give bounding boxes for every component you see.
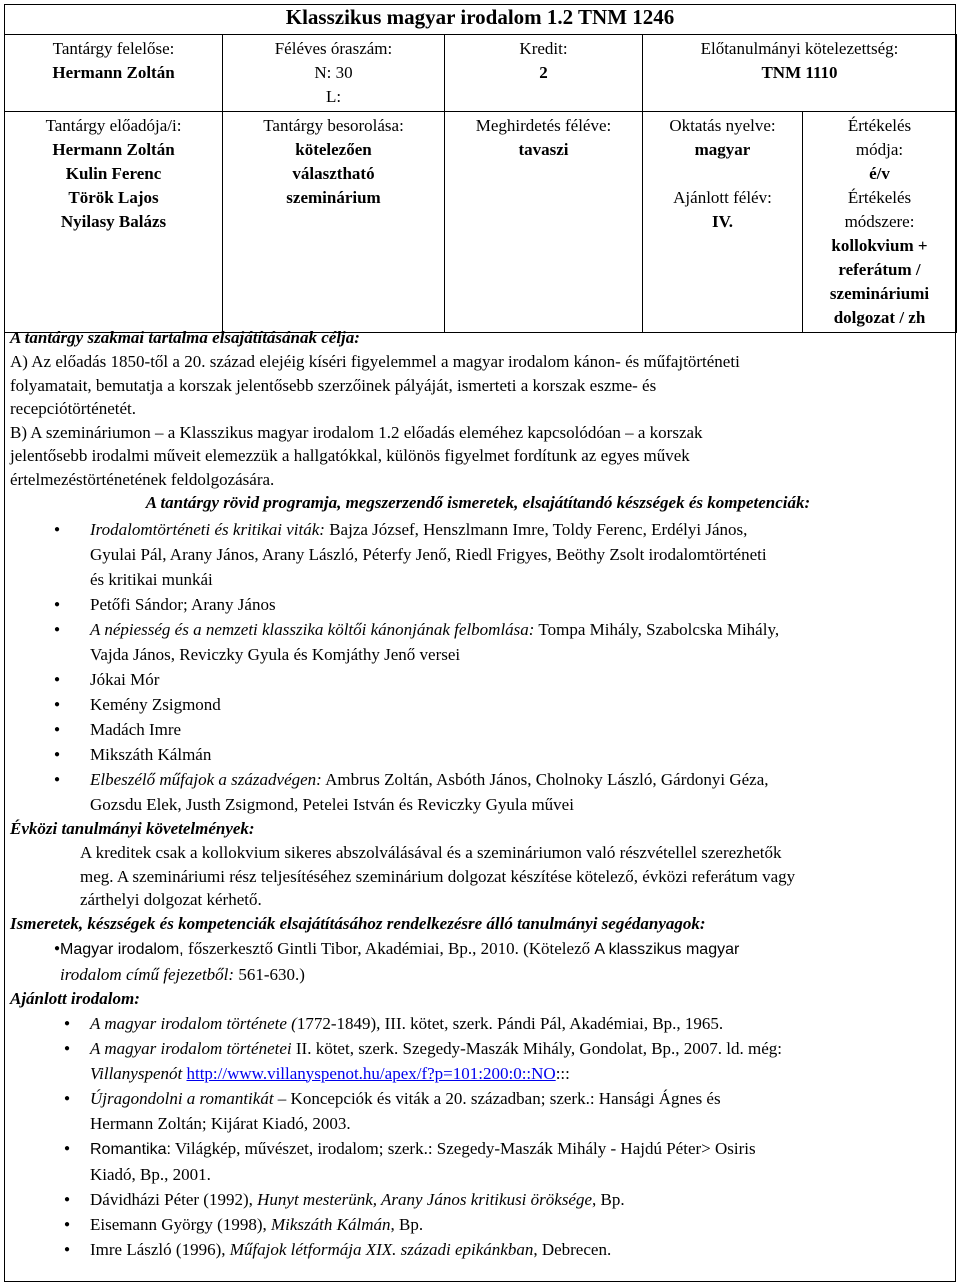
ertekeles-modja-label: módja:: [855, 140, 904, 159]
villanyspenot-link[interactable]: http://www.villanyspenot.hu/apex/f?p=101:200:0::NO: [186, 1063, 556, 1083]
meghirdetes-value: tavaszi: [518, 140, 569, 159]
elotanulmanyi-cell: [643, 35, 957, 112]
oraszam-label: Féléves óraszám:: [274, 39, 393, 58]
evkozi-heading: Évközi tanulmányi követelmények:: [10, 819, 255, 838]
program-list: [10, 517, 946, 817]
ajanlott-heading: Ajánlott irodalom:: [10, 988, 140, 1008]
cel-b-line: B) A szemináriumon – a Klasszikus magyar irodalom 1.2 előadás eleméhez kapcsolódóan – a korszak: [10, 422, 703, 442]
elotan-value: TNM 1110: [761, 63, 838, 82]
ertekeles-modja-label: Értékelés: [847, 116, 912, 135]
kredit-value: 2: [539, 63, 548, 82]
ertekeles-modszere-label: Értékelés: [847, 188, 912, 207]
nyelv-cell: [643, 112, 803, 333]
eloado-cell: [5, 112, 223, 333]
cel-a-line: A) Az előadás 1850-től a 20. század elejéig kíséri figyelemmel a magyar irodalom kánon- és műfajtörténeti: [10, 352, 740, 371]
ertekeles-modszere-value: referátum /: [838, 260, 921, 279]
ertekeles-modszere-value: szemináriumi: [829, 284, 930, 303]
evkozi-text: A kreditek csak a kollokvium sikeres abszolválásával és a szemináriumon való részvétellel szerezhetők meg. A szemináriumi rész teljesítéséhez szeminárium dolgozat készítése kötelező, évközi referátum vagy zárthelyi dolgozat kérhető.: [80, 843, 796, 909]
besorolas-value: kötelezően: [295, 140, 372, 159]
nyelv-label: Oktatás nyelve:: [669, 116, 776, 135]
ertekeles-modszere-value: dolgozat / zh: [833, 308, 926, 327]
cel-heading: A tantárgy szakmai tartalma elsajátításának célja:: [10, 328, 360, 347]
cel-b-line: értelmezéstörténetének feldolgozására.: [10, 469, 275, 489]
course-content: [10, 326, 946, 1262]
besorolas-label: Tantárgy besorolása:: [263, 116, 404, 135]
oraszam-n: N: 30: [314, 63, 353, 82]
segedanyag-heading: Ismeretek, készségek és kompetenciák elsajátításához rendelkezésre álló tanulmányi segédanyagok:: [10, 913, 706, 933]
list-item: ● A magyar irodalom története (1772-1849), III. kötet, szerk. Pándi Pál, Akadémiai, Bp., 1965.: [10, 1011, 946, 1036]
list-item: ● Irodalomtörténeti és kritikai viták: Bajza József, Henszlmann Imre, Toldy Ferenc, Erdélyi János, Gyulai Pál, Arany János, Arany László, Péterfy Jenő, Riedl Frigyes, Beöthy Zsolt irodalomtörténeti és kritikai munkái: [10, 517, 946, 592]
list-item: ● Romantika: Világkép, művészet, irodalom; szerk.: Szegedy-Maszák Mihály - Hajdú Péter> Osiris Kiadó, Bp., 2001.: [10, 1136, 946, 1187]
cel-b-line: jelentősebb irodalmi műveit elemezzük a hallgatókkal, különös figyelmet fordítunk az egyes művek: [10, 446, 690, 465]
besorolas-cell: [223, 112, 445, 333]
ertekeles-cell: [803, 112, 957, 333]
cel-section: [10, 350, 946, 491]
list-item: ● Jókai Mór: [10, 667, 946, 692]
eloado-name: Török Lajos: [68, 188, 159, 207]
eloado-name: Kulin Ferenc: [65, 164, 162, 183]
meghirdetes-cell: [445, 112, 643, 333]
besorolas-value: választható: [292, 164, 375, 183]
list-item: ● Petőfi Sándor; Arany János: [10, 592, 946, 617]
ertekeles-modszere-label: módszere:: [844, 212, 915, 231]
list-item: ● Eisemann György (1998), Mikszáth Kálmán, Bp.: [10, 1212, 946, 1237]
felelos-cell: [5, 35, 223, 112]
eloado-name: Hermann Zoltán: [52, 140, 175, 159]
cel-a-line: folyamatait, bemutatja a korszak jelentősebb szerzőinek pályáját, ismerteti a korszak eszme- és: [10, 375, 657, 395]
felelos-name: Hermann Zoltán: [52, 63, 175, 82]
list-item: ● A magyar irodalom történetei II. kötet, szerk. Szegedy-Maszák Mihály, Gondolat, Bp., 2007. ld. még: Villanyspenót http://www.villanyspenot.hu/apex/f?p=101:200:0::NO:::: [10, 1036, 946, 1086]
course-info-table: [4, 34, 957, 333]
elotan-label: Előtanulmányi kötelezettség:: [700, 39, 899, 58]
segedanyag-list: [10, 936, 946, 987]
ertekeles-modja-value: é/v: [869, 164, 890, 183]
ertekeles-modszere-value: kollokvium +: [831, 236, 928, 255]
list-item: ● Magyar irodalom, főszerkesztő Gintli Tibor, Akadémiai, Bp., 2010. (Kötelező A klasszikus magyar irodalom című fejezetből: 561-630.): [10, 936, 946, 987]
list-item: ● Kemény Zsigmond: [10, 692, 946, 717]
list-item: ● Elbeszélő műfajok a századvégen: Ambrus Zoltán, Asbóth János, Cholnoky László, Gárdonyi Géza, Gozsdu Elek, Justh Zsigmond, Petelei István és Reviczky Gyula művei: [10, 767, 946, 817]
oraszam-cell: [223, 35, 445, 112]
list-item: ● A népiesség és a nemzeti klasszika költői kánonjának felbomlása: Tompa Mihály, Szabolcska Mihály, Vajda János, Reviczky Gyula és Komjáthy Jenő versei: [10, 617, 946, 667]
program-heading: A tantárgy rövid programja, megszerzendő ismeretek, elsajátítandó készségek és kompetenciák:: [145, 493, 811, 512]
oraszam-l: L:: [325, 87, 342, 106]
besorolas-value: szeminárium: [286, 188, 381, 207]
list-item: ● Madách Imre: [10, 717, 946, 742]
cel-a-line: recepciótörténetét.: [10, 399, 137, 418]
meghirdetes-label: Meghirdetés féléve:: [475, 116, 612, 135]
nyelv-value: magyar: [694, 140, 751, 159]
kredit-cell: [445, 35, 643, 112]
eloado-name: Nyilasy Balázs: [60, 212, 167, 231]
ajanlott-felev-value: IV.: [712, 212, 733, 231]
eloado-label: Tantárgy előadója/i:: [45, 116, 182, 135]
list-item: ● Újragondolni a romantikát – Koncepciók és viták a 20. században; szerk.: Hansági Ágnes és Hermann Zoltán; Kijárat Kiadó, 2003.: [10, 1086, 946, 1136]
ajanlott-list: [10, 1011, 946, 1262]
kredit-label: Kredit:: [519, 39, 568, 58]
list-item: ● Imre László (1996), Műfajok létformája XIX. századi epikánkban, Debrecen.: [10, 1237, 946, 1262]
felelos-label: Tantárgy felelőse:: [52, 39, 175, 58]
course-title: Klasszikus magyar irodalom 1.2 TNM 1246: [285, 5, 675, 29]
list-item: ● Dávidházi Péter (1992), Hunyt mesterünk, Arany János kritikusi öröksége, Bp.: [10, 1187, 946, 1212]
list-item: ● Mikszáth Kálmán: [10, 742, 946, 767]
ajanlott-felev-label: Ajánlott félév:: [673, 188, 772, 207]
